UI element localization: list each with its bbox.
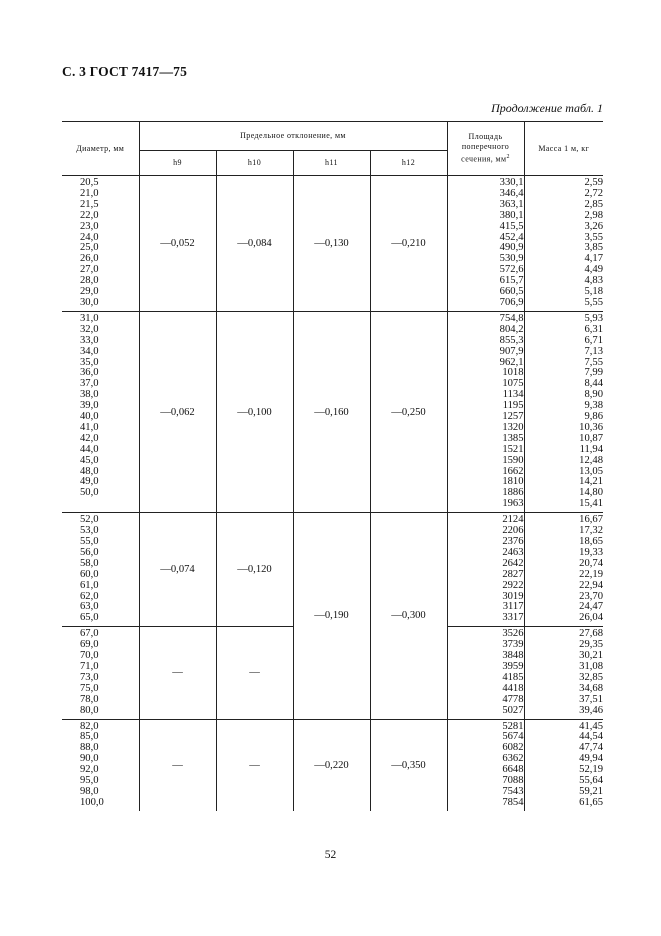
- cell-value: 6648: [502, 764, 524, 776]
- cell-value: 3526: [502, 628, 524, 640]
- cell-value: 363,1: [499, 198, 524, 210]
- cell-value: 63,0: [80, 601, 99, 613]
- cell-value: 55,64: [579, 775, 604, 787]
- table-row: [62, 176, 603, 312]
- cell-value: 21,5: [80, 198, 99, 210]
- diameter-list: [62, 176, 139, 312]
- cell-value: 42,0: [80, 432, 99, 444]
- h9-header: h9: [139, 151, 216, 176]
- cell-value: 1257: [502, 411, 524, 423]
- cell-value: 7,55: [584, 356, 604, 368]
- h12-value: —0,300: [370, 513, 447, 719]
- cell-value: 3,26: [584, 220, 604, 232]
- diameter-header: Диаметр, мм: [62, 122, 139, 176]
- cell-value: 20,74: [579, 557, 604, 569]
- mass-list: [524, 311, 603, 512]
- cell-value: 26,04: [579, 612, 604, 624]
- cell-value: 13,05: [579, 465, 604, 477]
- h11-header: h11: [293, 151, 370, 176]
- cell-value: 92,0: [80, 764, 99, 776]
- cell-value: 2463: [502, 546, 524, 558]
- cell-value: 98,0: [80, 785, 99, 797]
- cell-value: 20,5: [80, 177, 99, 188]
- cell-value: 7854: [502, 796, 524, 808]
- cell-value: 67,0: [80, 628, 99, 640]
- cell-value: 10,87: [579, 432, 604, 444]
- cell-value: 59,21: [579, 785, 604, 797]
- cell-value: 17,32: [579, 525, 604, 537]
- h12-header: h12: [370, 151, 447, 176]
- cell-value: 41,45: [579, 720, 604, 732]
- cell-value: 85,0: [80, 731, 99, 743]
- mass-header: Масса 1 м, кг: [524, 122, 603, 176]
- cell-value: 7,13: [584, 345, 604, 357]
- cell-value: 7,99: [584, 367, 604, 379]
- dimensions-table: [62, 121, 603, 811]
- cell-value: 1385: [502, 432, 524, 444]
- h10-value: —: [216, 719, 293, 811]
- cell-value: 3317: [502, 612, 524, 624]
- cell-value: 31,08: [579, 660, 604, 672]
- area-list: [447, 627, 524, 719]
- cell-value: 4778: [502, 693, 524, 705]
- cell-value: 615,7: [499, 275, 524, 287]
- cell-value: 53,0: [80, 525, 99, 537]
- cell-value: 3739: [502, 639, 524, 651]
- cell-value: 7088: [502, 775, 524, 787]
- cell-value: 346,4: [499, 187, 524, 199]
- cell-value: 22,19: [579, 568, 604, 580]
- cell-value: 16,67: [579, 514, 604, 526]
- cell-value: 1810: [502, 476, 524, 488]
- cell-value: 12,48: [579, 454, 604, 466]
- h12-value: —0,350: [370, 719, 447, 811]
- cell-value: 3959: [502, 660, 524, 672]
- cell-value: 21,0: [80, 187, 99, 199]
- cell-value: 6,31: [584, 323, 604, 335]
- cell-value: 2,98: [584, 209, 604, 221]
- cell-value: 75,0: [80, 682, 99, 694]
- cell-value: 2124: [502, 514, 524, 526]
- mass-list: [524, 513, 603, 627]
- cell-value: 24,0: [80, 231, 99, 243]
- cell-value: 490,9: [499, 242, 524, 254]
- cell-value: 3,85: [584, 242, 604, 254]
- deviation-header: Предельное отклонение, мм: [139, 122, 447, 151]
- cell-value: 1320: [502, 421, 524, 433]
- cell-value: 14,80: [579, 487, 604, 499]
- cell-value: 27,0: [80, 264, 99, 276]
- h10-value: —0,120: [216, 513, 293, 627]
- cell-value: 88,0: [80, 742, 99, 754]
- cell-value: 1963: [502, 498, 524, 510]
- cell-value: 7543: [502, 785, 524, 797]
- cell-value: 32,85: [579, 671, 604, 683]
- cell-value: 24,47: [579, 601, 604, 613]
- cell-value: 27,68: [579, 628, 604, 640]
- cell-value: 3848: [502, 650, 524, 662]
- cell-value: 41,0: [80, 421, 99, 433]
- cell-value: 6082: [502, 742, 524, 754]
- cell-value: 4185: [502, 671, 524, 683]
- cell-value: 4418: [502, 682, 524, 694]
- cell-value: 10,36: [579, 421, 604, 433]
- cell-value: 39,0: [80, 400, 99, 412]
- diameter-list: [62, 513, 139, 627]
- cell-value: 4,49: [584, 264, 604, 276]
- cell-value: 40,0: [80, 411, 99, 423]
- h12-value: —0,210: [370, 176, 447, 312]
- cell-value: 69,0: [80, 639, 99, 651]
- cell-value: 907,9: [499, 345, 524, 357]
- cell-value: 15,41: [579, 498, 604, 510]
- cell-value: 2206: [502, 525, 524, 537]
- cell-value: 52,19: [579, 764, 604, 776]
- h9-value: —: [139, 627, 216, 719]
- cell-value: 2,72: [584, 187, 604, 199]
- cell-value: 2376: [502, 536, 524, 547]
- table-continuation-label: Продолжение табл. 1: [491, 101, 603, 115]
- cell-value: 2642: [502, 557, 524, 569]
- mass-list: [524, 627, 603, 719]
- cell-value: 2,85: [584, 198, 604, 210]
- cell-value: 50,0: [80, 487, 99, 499]
- cell-value: 3019: [502, 590, 524, 602]
- cell-value: 8,44: [584, 378, 604, 390]
- cell-value: 9,86: [584, 411, 604, 423]
- cell-value: 415,5: [499, 220, 524, 232]
- h10-header: h10: [216, 151, 293, 176]
- cell-value: 95,0: [80, 775, 99, 787]
- cell-value: 30,21: [579, 650, 604, 662]
- cell-value: 61,65: [579, 796, 604, 808]
- area-header: Площадь поперечного сечения, $мм^2$: [447, 122, 524, 176]
- cell-value: 8,90: [584, 389, 604, 401]
- cell-value: 31,0: [80, 312, 99, 324]
- cell-value: 37,51: [579, 693, 604, 705]
- cell-value: 52,0: [80, 514, 99, 526]
- mass-list: [524, 719, 603, 811]
- cell-value: 23,70: [579, 590, 604, 602]
- cell-value: 49,0: [80, 476, 99, 488]
- cell-value: 1521: [502, 443, 524, 455]
- h9-value: —: [139, 719, 216, 811]
- table-row: [62, 719, 603, 811]
- cell-value: 62,0: [80, 590, 99, 602]
- cell-value: 19,33: [579, 546, 604, 558]
- cell-value: 82,0: [80, 720, 99, 732]
- cell-value: 30,0: [80, 296, 99, 308]
- mass-list: [524, 176, 603, 312]
- cell-value: 35,0: [80, 356, 99, 368]
- cell-value: 530,9: [499, 253, 524, 265]
- cell-value: 61,0: [80, 579, 99, 591]
- area-list: [447, 311, 524, 512]
- h10-value: —0,084: [216, 176, 293, 312]
- cell-value: 22,94: [579, 579, 604, 591]
- cell-value: 1886: [502, 487, 524, 499]
- page-header: С. 3 ГОСТ 7417—75: [62, 64, 188, 79]
- cell-value: 73,0: [80, 671, 99, 683]
- cell-value: 29,0: [80, 286, 99, 298]
- cell-value: 45,0: [80, 454, 99, 466]
- h9-value: —0,062: [139, 311, 216, 512]
- cell-value: 38,0: [80, 389, 99, 401]
- table-row: [62, 513, 603, 627]
- cell-value: 28,0: [80, 275, 99, 287]
- cell-value: 100,0: [80, 796, 104, 808]
- cell-value: 2922: [502, 579, 524, 591]
- cell-value: 6,71: [584, 334, 604, 346]
- cell-value: 5281: [502, 720, 524, 732]
- h12-value: —0,250: [370, 311, 447, 512]
- cell-value: 1075: [502, 378, 524, 390]
- diameter-list: [62, 719, 139, 811]
- h9-value: —0,074: [139, 513, 216, 627]
- cell-value: 572,6: [499, 264, 524, 276]
- cell-value: 23,0: [80, 220, 99, 232]
- diameter-list: [62, 627, 139, 719]
- cell-value: 29,35: [579, 639, 604, 651]
- h11-value: —0,130: [293, 176, 370, 312]
- cell-value: 660,5: [499, 286, 524, 298]
- cell-value: 5027: [502, 704, 524, 716]
- table-row: [62, 311, 603, 512]
- cell-value: 90,0: [80, 753, 99, 765]
- cell-value: 5,93: [584, 312, 604, 324]
- cell-value: 78,0: [80, 693, 99, 705]
- cell-value: 55,0: [80, 536, 99, 547]
- cell-value: 70,0: [80, 650, 99, 662]
- cell-value: 22,0: [80, 209, 99, 221]
- cell-value: 754,8: [499, 312, 524, 324]
- cell-value: 5674: [502, 731, 524, 743]
- cell-value: 6362: [502, 753, 524, 765]
- cell-value: 4,17: [584, 253, 604, 265]
- cell-value: 4,83: [584, 275, 604, 287]
- cell-value: 5,55: [584, 296, 604, 308]
- h9-value: —0,052: [139, 176, 216, 312]
- cell-value: 56,0: [80, 546, 99, 558]
- cell-value: 706,9: [499, 296, 524, 308]
- cell-value: 47,74: [579, 742, 604, 754]
- cell-value: 452,4: [499, 231, 524, 243]
- cell-value: 2827: [502, 568, 524, 580]
- cell-value: 804,2: [499, 323, 524, 335]
- cell-value: 49,94: [579, 753, 604, 765]
- h11-value: —0,160: [293, 311, 370, 512]
- cell-value: 36,0: [80, 367, 99, 379]
- cell-value: 39,46: [579, 704, 604, 716]
- area-list: [447, 719, 524, 811]
- h10-value: —: [216, 627, 293, 719]
- cell-value: 71,0: [80, 660, 99, 672]
- cell-value: 3,55: [584, 231, 604, 243]
- cell-value: 1018: [502, 367, 524, 379]
- cell-value: 855,3: [499, 334, 524, 346]
- cell-value: 80,0: [80, 704, 99, 716]
- h11-value: —0,220: [293, 719, 370, 811]
- cell-value: 1134: [502, 389, 524, 401]
- cell-value: 25,0: [80, 242, 99, 254]
- cell-value: 34,68: [579, 682, 604, 694]
- cell-value: 1662: [502, 465, 524, 477]
- cell-value: 962,1: [499, 356, 524, 368]
- cell-value: 11,94: [579, 443, 604, 455]
- cell-value: 1590: [502, 454, 524, 466]
- cell-value: 44,54: [579, 731, 604, 743]
- diameter-list: [62, 311, 139, 512]
- cell-value: 380,1: [499, 209, 524, 221]
- cell-value: 44,0: [80, 443, 99, 455]
- cell-value: 65,0: [80, 612, 99, 624]
- page-number: 52: [324, 849, 337, 861]
- cell-value: 58,0: [80, 557, 99, 569]
- cell-value: 14,21: [579, 476, 604, 488]
- cell-value: 5,18: [584, 286, 604, 298]
- cell-value: 34,0: [80, 345, 99, 357]
- cell-value: 32,0: [80, 323, 99, 335]
- cell-value: 60,0: [80, 568, 99, 580]
- cell-value: 26,0: [80, 253, 99, 265]
- area-list: [447, 513, 524, 627]
- cell-value: 3117: [502, 601, 524, 613]
- cell-value: 37,0: [80, 378, 99, 390]
- cell-value: 18,65: [579, 536, 604, 547]
- cell-value: 330,1: [499, 177, 524, 188]
- cell-value: 33,0: [80, 334, 99, 346]
- h10-value: —0,100: [216, 311, 293, 512]
- area-list: [447, 176, 524, 312]
- cell-value: 1195: [502, 400, 524, 412]
- cell-value: 9,38: [584, 400, 604, 412]
- cell-value: 2,59: [584, 177, 604, 188]
- cell-value: 48,0: [80, 465, 99, 477]
- h11-value: —0,190: [293, 513, 370, 719]
